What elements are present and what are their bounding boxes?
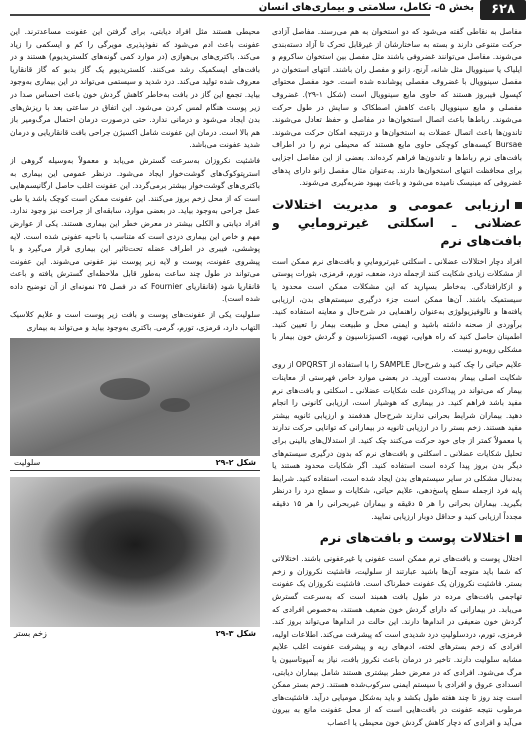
section-heading bbox=[272, 529, 522, 547]
heading-text: ارزیابی عمومی و مدیریت اختلالات عضلانی ـ اسکلتی غیرتروماییِ و بافت‌های نرم bbox=[272, 196, 522, 248]
paragraph: محیطی هستند مثل افراد دیابتی، برای گرفتن این عفونت مساعدترند. این عفونت باعث ادم می‌شود که نفوذپذیری مویرگی را کم و ایسکمی را زیاد می‌کند. باکتری‌های بی‌هوازی (در موارد کمی گونه‌های کلستریدیوم) هستند و در بافت‌های ایسکمیک رشد می‌کنند. کلستریدیوم یک گاز بدبو که گاز قانقاریا معروف شده تولید می‌کند. درد شدید و سیستمی می‌تواند در این بیماری به‌وجود بیاید. تجمع این گاز در بافت به‌خاطر کاهش گردش خون باعث احساس صدا در زیر پوست هنگام لمس کردن می‌شود. این اتفاق در ساعتی بعد با ریزش‌های بدن ایجاد می‌شود و درمانی ندارد. حتی درصورت درمان احتمال مرگ‌ومیر باز هم بالا است. درمان این عفونت شامل اکسیژن جراحی بافت قانقاریایی و درمان شدید عفونت می‌باشد. bbox=[10, 27, 260, 150]
paragraph: فاشئیت نکروزان به‌سرعت گسترش می‌یابد و معمولاً به‌وسیله گروهی از استرپتوکوک‌های گوشت‌خوار ایجاد می‌شود. درنظر عمومی این بیماری به باکتری‌های گوشت‌خوار بیشتر برمی‌گردد. این عفونت اغلب حاصل ارگانیسم‌هایی است که از محل زخم بروز می‌کنند. این عفونت ممکن است کوچک باشد یا طی عمل جراحی به‌وجود بیاید. در بعضی موارد، سابقه‌ای از جراحت نیز وجود ندارد. افراد دیابتی و الکلی بیشتر در معرض خطر این بیماری هستند. یکی از عوارض مهم و خاص این بیماری دردی است که متناسب با ناحیه عفونی شده است. لایه پوششی، فیبری در اطراف عضله تحت‌تاثیر این بیماری قرار می‌گیرد و با پیشروی عفونت، پوست و لایه زیر پوست نیز عفونی می‌شوند. این عفونت می‌تواند در طول چند ساعت به‌طور قابل ملاحظه‌ای گسترش یافته و باعث قانقاریا شود (قانقاریای Fournier که در فصل ۲۵ نمونه‌ای از آن توضیح داده شده است). bbox=[10, 155, 260, 304]
paragraph: علایم حیاتی را چک کنید و شرح‌حال SAMPLE را با استفاده از OPQRST از روی شکایت اصلی بیمار به‌دست آورید. در بعضی موارد خاص فهرستی از معاینات بیمار که می‌تواند در پیداکردن علت شکایات عضلانی ـ اسکلتی و بافت‌های نرم مفید باشد فراهم کنید. در بیماری که هوشیار است، ارزیابی کانونی را انجام دهید. بیماران شرایط بحرانی ندارند شرح‌حال هدفمند و ارزیابی ثانویه بیشتر مفید هستند. زخم بستر را در ارزیابی ثانویه در بیمارانی که توانایی حرکت ندارند یا معمولاً کمتر از جای خود حرکت می‌کنند چک کنید. از استدلال‌های بالینی برای تحلیل شکایات عضلانی ـ اسکلتی و بافت‌های نرم که بدون درگیری سیستم‌های دیگر بدن بروز پیدا کرده است استفاده کنید. اگر شکایات محدود هستند یا به‌دنبال مشکلی در سایر سیستم‌های بدن ایجاد شده است، استفاده کنید. شرایط پایه فرد ازجمله سطح پاسخ‌دهی، علایم حیاتی، شکایات و سطح درد را درنظر بگیرید. بیماران بحرانی را هر ۵ دقیقه و بیماران غیربحرانی را هر ۱۵ دقیقه مجدداً ارزیابی کنید و حداقل دوبار ارزیابی نمایید. bbox=[272, 360, 522, 521]
paragraph: افراد دچار اختلالات عضلانی ـ اسکلتی غیرتروماییِ و بافت‌های نرم ممکن است از مشکلات زیادی شکایت کنند ازجمله درد، ضعف، تورم، قرمزی، بثورات پوستی و ازکارافتادگی. به‌خاطر بسپارید که این مشکلات ممکن است محدود یا سیستمیک باشند. آن‌ها ممکن است جزء درگیری سیستم‌های بدن، ارزیابی یافته‌ها و نالوفیزیولوژی به‌عنوان راهنمایی در شرح‌حال و معاینه استفاده کنید. برآوردی از صحنه داشته باشید و ایمنی محل و طبیعت بیمار را تعیین کنید. اطمینان حاصل کنید که راه هوایی، تهویه، اکسیژناسیون و گردش خون بیمار با مشکلی روبه‌رو نیست. bbox=[272, 256, 522, 354]
page-header bbox=[0, 0, 532, 22]
right-column bbox=[272, 26, 522, 746]
figure-title: سلولیت bbox=[14, 458, 41, 468]
pressure-ulcer-photo bbox=[10, 477, 260, 627]
header-rule bbox=[10, 14, 430, 16]
heading-text: اختلالات پوست و بافت‌های نرم bbox=[319, 530, 510, 546]
cellulitis-photo bbox=[10, 338, 260, 456]
paragraph: سلولیت یکی از عفونت‌های پوست و بافت زیر پوست است و علایم کلاسیک التهاب دارد، قرمزی، تورم، گرمی. باکتری به‌وجود بیاید و می‌تواند به بیماری bbox=[10, 310, 260, 332]
figure-cellulitis bbox=[10, 338, 260, 471]
section-heading bbox=[272, 196, 522, 250]
figure-pressure-ulcer bbox=[10, 477, 260, 641]
heading-square-icon bbox=[515, 535, 522, 542]
chapter-title: بخش ۵- تکامل، سلامتی و بیماری‌های انسان bbox=[258, 2, 474, 13]
paragraph: اختلال پوست و بافت‌های نرم ممکن است عفونی یا غیرعفونی باشند. اختلالاتی که شما باید متوجه آن‌ها باشید عبارتند از سلولیت، فاشئیت نکروزان و زخم بستر. فاشئیت نکروزان یک عفونت خطرناک است. فاشئیت نکروزان یک عفونت تهاجمی بافت‌های مرده در طول بافت همبند است که به‌سرعت گسترش می‌یابد. در بیمارانی که دارای گردش خون ضعیف هستند، به‌خصوص افرادی که گردش خون ضعیفی در اندام‌ها دارند. این حالت در اندام‌ها می‌تواند بروز کند. قرمزی، تورم، دردسلولیتِ درد شدیدی است که پیشرفت می‌کند. اطلاعات اولیه، افرادی که زخم بسترهای لخته، ادم‌های ریه و پیشرفت عفونت اغلب علایم مشابه سلولیت دارند. تاخیر در درمان باعث نکروز بافت، نیاز به آمپوتاسیون یا مرگ می‌شود. افرادی که در معرض خطر بیشتری هستند شامل بیماران دیابتی، انسدادی عروق و افرادی با سیستم ایمنی سرکوب‌شده هستند. زخم بستر ممکن است چند روز تا چند هفته طول بکشد و باید به‌شکل مومیایی درآید. فاشئیت‌های مرطوب نتیجه عفونت در بافت‌هایی است که از محل عفونت مانع به بیرون می‌آید و افرادی که دچار کاهش گردش خون محیطی یا اعصاب bbox=[272, 554, 522, 727]
left-column bbox=[10, 26, 260, 746]
page-number: ۶۲۸ bbox=[480, 0, 526, 20]
figure-caption bbox=[10, 627, 260, 641]
heading-square-icon bbox=[515, 202, 522, 209]
figure-title: زخم بستر bbox=[14, 629, 47, 639]
figure-caption bbox=[10, 456, 260, 470]
paragraph: مفاصل به نقاطی گفته می‌شود که دو استخوان به هم می‌رسند. مفاصل آزادی حرکت متنوعی دارند و بسته به ساختارشان از غیرقابل تحرک تا آزاد دسته‌بندی می‌شوند. مفاصل می‌توانند غضروفی باشند مثل مفصل بین استخوان ساکروم و ایلیاک یا سینوویال مثل شانه، آرنج، زانو و مفصل ران باشند. انتهای استخوان در مفصل سینوویال با غضروف مفصلی پوشانده شده است. خود مفصل محتوای کپسول فیبروز هستند که حاوی مایع سینوویال است (شکل ۱-۲۹). غضروف مفصلی و مایع سینوویال باعث کاهش اصطکاک و سایش در طول حرکت می‌شوند. رباط‌ها باعث اتصال استخوان‌ها در مفاصل و حفظ تعادل می‌شوند. تاندون‌ها باعث اتصال عضلات به استخوان‌ها و درنتیجه امکان حرکت می‌شوند. Bursae کیسه‌های کوچکی حاوی مایع هستند که محیطی نرم را در اطراف بافت‌های نرم رباط‌ها و تاندون‌ها فراهم کرده‌اند. بعضی از این مفاصل اجزایی برای محافظت انتهای استخوان‌ها دارند. به‌عنوان مثال مفصل زانو دارای پدهای غضروفی که مینیسک نامیده می‌شود و باعث بهبود ضربه‌گیری می‌شوند. bbox=[272, 27, 522, 188]
figure-divider bbox=[10, 470, 260, 471]
figure-number: شکل ۲-۲۹ bbox=[215, 458, 256, 468]
figure-number: شکل ۳-۲۹ bbox=[215, 629, 256, 639]
